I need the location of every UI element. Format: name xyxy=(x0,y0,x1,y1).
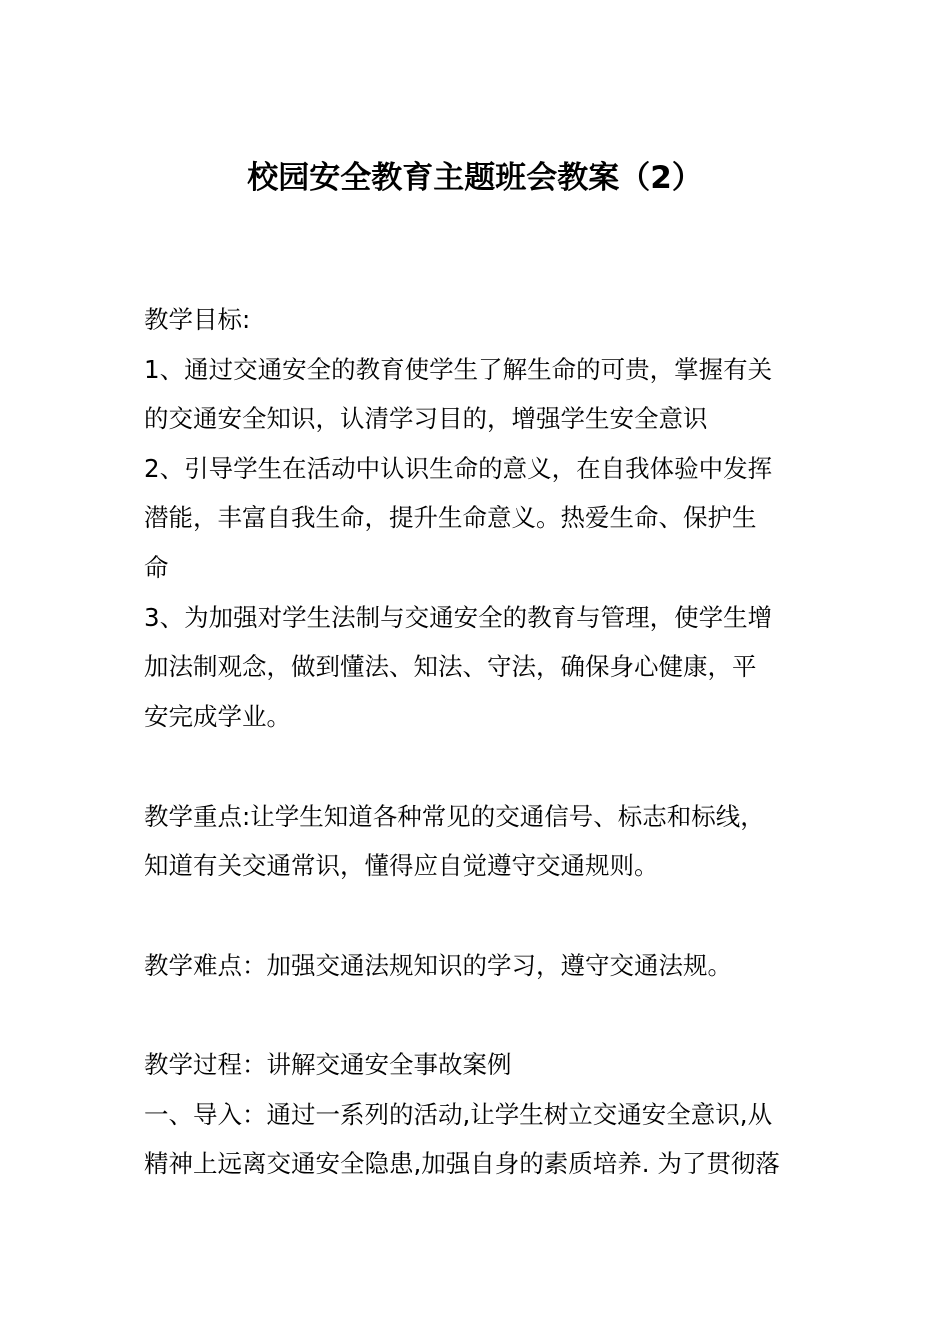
paragraph-line: 知道有关交通常识，懂得应自觉遵守交通规则。 xyxy=(144,851,659,880)
document-title: 校园安全教育主题班会教案（2） xyxy=(247,160,703,196)
paragraph-line: 一、导入：通过一系列的活动,让学生树立交通安全意识,从 xyxy=(144,1100,773,1129)
paragraph-line: 精神上远离交通安全隐患,加强自身的素质培养. 为了贯彻落 xyxy=(144,1149,780,1178)
paragraph-process: 教学过程：讲解交通安全事故案例 xyxy=(144,1050,512,1079)
paragraph-line: 2、引导学生在活动中认识生命的意义，在自我体验中发挥 xyxy=(144,454,773,483)
paragraph-line: 的交通安全知识，认清学习目的，增强学生安全意识 xyxy=(144,404,708,433)
paragraph-line: 命 xyxy=(144,553,169,582)
paragraph-line: 3、为加强对学生法制与交通安全的教育与管理，使学生增 xyxy=(144,603,773,632)
paragraph-line: 安完成学业。 xyxy=(144,702,291,731)
heading-teaching-goals: 教学目标: xyxy=(144,305,251,334)
paragraph-difficulties: 教学难点：加强交通法规知识的学习，遵守交通法规。 xyxy=(144,951,732,980)
paragraph-line: 潜能，丰富自我生命，提升生命意义。热爱生命、保护生 xyxy=(144,503,757,532)
paragraph-line: 加法制观念，做到懂法、知法、守法，确保身心健康，平 xyxy=(144,652,757,681)
paragraph-line: 1、通过交通安全的教育使学生了解生命的可贵，掌握有关 xyxy=(144,355,773,384)
paragraph-key-points: 教学重点:让学生知道各种常见的交通信号、标志和标线， xyxy=(144,802,765,831)
